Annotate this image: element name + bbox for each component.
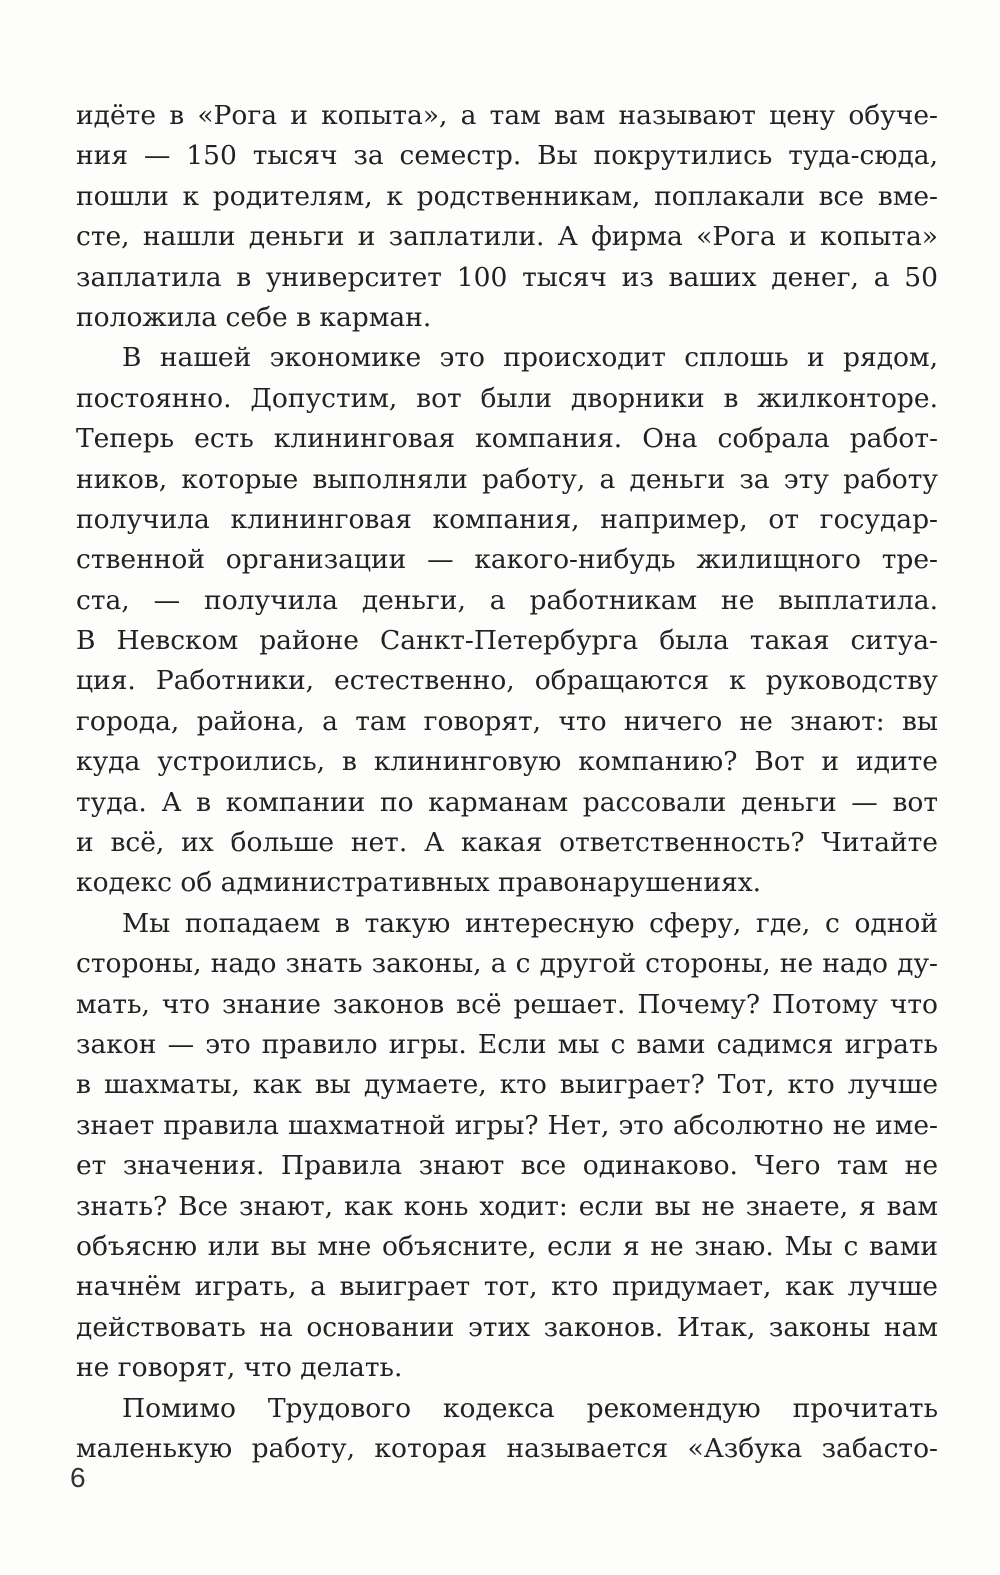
page-number: 6 xyxy=(70,1462,86,1493)
text-line: ния — 150 тысяч за семестр. Вы покрутились туда-сюда, xyxy=(76,140,938,172)
text-line: закон — это правило игры. Если мы с вами садимся играть xyxy=(76,1028,938,1060)
text-line: В нашей экономике это происходит сплошь и рядом, xyxy=(122,342,938,374)
text-line: куда устроились, в клининговую компанию? Вот и идите xyxy=(76,746,938,778)
text-line: города, района, а там говорят, что ничего не знают: вы xyxy=(76,705,938,737)
text-line: мать, что знание законов всё решает. Почему? Потому что xyxy=(76,988,938,1020)
text-line: Теперь есть клининговая компания. Она собрала работ- xyxy=(76,423,938,455)
text-line: кодекс об административных правонарушениях. xyxy=(76,867,762,899)
text-line: пошли к родителям, к родственникам, поплакали все вме- xyxy=(76,180,938,212)
text-line: ников, которые выполняли работу, а деньги за эту работу xyxy=(76,463,938,495)
text-line: действовать на основании этих законов. Итак, законы нам xyxy=(76,1311,938,1343)
text-line: туда. А в компании по карманам рассовали деньги — вот xyxy=(76,786,938,818)
text-line: ет значения. Правила знают все одинаково. Чего там не xyxy=(76,1150,938,1182)
body-text xyxy=(76,96,938,1469)
text-line: идёте в «Рога и копыта», а там вам называют цену обуче- xyxy=(76,100,938,131)
text-line: положила себе в карман. xyxy=(76,301,432,333)
text-line: ция. Работники, естественно, обращаются к руководству xyxy=(76,665,938,697)
text-line: не говорят, что делать. xyxy=(76,1352,403,1384)
text-line: В Невском районе Санкт-Петербурга была такая ситуа- xyxy=(76,625,938,657)
text-line: сте, нашли деньги и заплатили. А фирма «Рога и копыта» xyxy=(76,221,938,253)
text-line: стороны, надо знать законы, а с другой стороны, не надо ду- xyxy=(76,948,938,980)
text-line: знает правила шахматной игры? Нет, это абсолютно не име- xyxy=(76,1109,938,1141)
text-line: Помимо Трудового кодекса рекомендую прочитать xyxy=(122,1392,938,1424)
text-line: знать? Все знают, как конь ходит: если вы не знаете, я вам xyxy=(76,1190,938,1222)
text-line: и всё, их больше нет. А какая ответственность? Читайте xyxy=(76,827,938,859)
text-line: заплатила в университет 100 тысяч из ваших денег, а 50 xyxy=(76,261,938,293)
text-line: маленькую работу, которая называется «Азбука забасто- xyxy=(76,1432,938,1464)
text-line: ственной организации — какого-нибудь жилищного тре- xyxy=(76,544,938,576)
text-line: начнём играть, а выиграет тот, кто придумает, как лучше xyxy=(76,1271,938,1303)
text-line: в шахматы, как вы думаете, кто выиграет? Тот, кто лучше xyxy=(76,1069,938,1101)
text-line: ста, — получила деньги, а работникам не выплатила. xyxy=(76,584,938,616)
text-line: объясню или вы мне объясните, если я не знаю. Мы с вами xyxy=(76,1230,938,1262)
text-line: Мы попадаем в такую интересную сферу, где, с одной xyxy=(122,907,938,939)
text-line: постоянно. Допустим, вот были дворники в жилконторе. xyxy=(76,382,938,414)
text-line: получила клининговая компания, например, от государ- xyxy=(76,503,938,535)
